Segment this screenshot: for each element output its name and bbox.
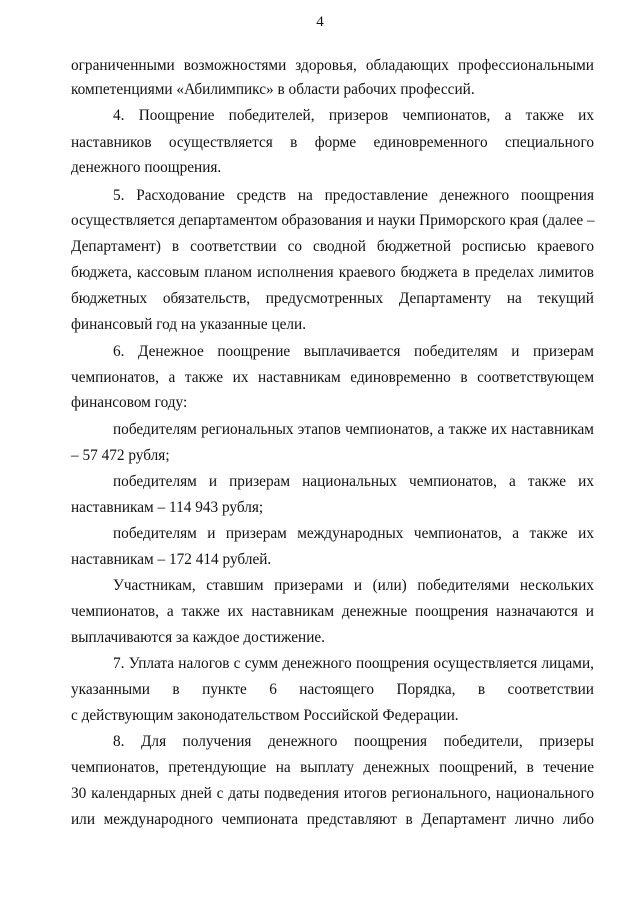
text-line: Участникам, ставшим призерами и (или) победителями нескольких [113, 577, 594, 594]
text-line: 6. Денежное поощрение выплачивается победителям и призерам [113, 343, 594, 360]
text-line: с действующим законодательством Российской Федерации. [71, 707, 459, 724]
text-line: финансовый год на указанные цели. [71, 316, 307, 333]
text-line: финансовом году: [71, 394, 188, 411]
text-line: победителям и призерам национальных чемпионатов, а также их [113, 473, 594, 490]
page-number: 4 [316, 14, 324, 30]
text-line: бюджета, кассовым планом исполнения краевого бюджета в пределах лимитов [71, 264, 594, 281]
text-line: осуществляется департаментом образования и науки Приморского края (далее – [71, 212, 595, 229]
text-line: 8. Для получения денежного поощрения победители, призеры [113, 733, 594, 750]
text-line: чемпионатов, претендующие на выплату денежных поощрений, в течение [71, 759, 594, 776]
text-line: ограниченными возможностями здоровья, обладающих профессиональными [71, 57, 594, 74]
text-line: 30 календарных дней с даты подведения итогов регионального, национального [71, 785, 594, 802]
text-line: победителям и призерам международных чемпионатов, а также их [113, 525, 594, 542]
text-line: 4. Поощрение победителей, призеров чемпионатов, а также их [113, 107, 594, 124]
text-line: бюджетных обязательств, предусмотренных Департаменту на текущий [71, 290, 594, 307]
text-line: или международного чемпионата представляют в Департамент лично либо [71, 811, 594, 828]
text-line: наставникам – 172 414 рублей. [71, 551, 272, 568]
text-line: выплачиваются за каждое достижение. [71, 629, 325, 646]
text-line: 7. Уплата налогов с сумм денежного поощрения осуществляется лицами, [113, 655, 594, 672]
text-line: указанными в пункте 6 настоящего Порядка, в соответствии [71, 681, 594, 698]
text-line: компетенциями «Абилимпикс» в области рабочих профессий. [71, 81, 475, 98]
text-line: наставников осуществляется в форме единовременного специального [71, 134, 594, 151]
text-line: Департамент) в соответствии со сводной бюджетной росписью краевого [71, 238, 594, 255]
text-line: 5. Расходование средств на предоставление денежного поощрения [113, 187, 594, 204]
text-line: чемпионатов, а также их наставникам денежные поощрения назначаются и [71, 603, 594, 620]
text-line: – 57 472 рубля; [71, 447, 170, 464]
text-line: денежного поощрения. [71, 159, 222, 176]
text-line: победителям региональных этапов чемпионатов, а также их наставникам [113, 421, 594, 438]
text-line: наставникам – 114 943 рубля; [71, 499, 264, 516]
text-line: чемпионатов, а также их наставникам единовременно в соответствующем [71, 369, 594, 386]
